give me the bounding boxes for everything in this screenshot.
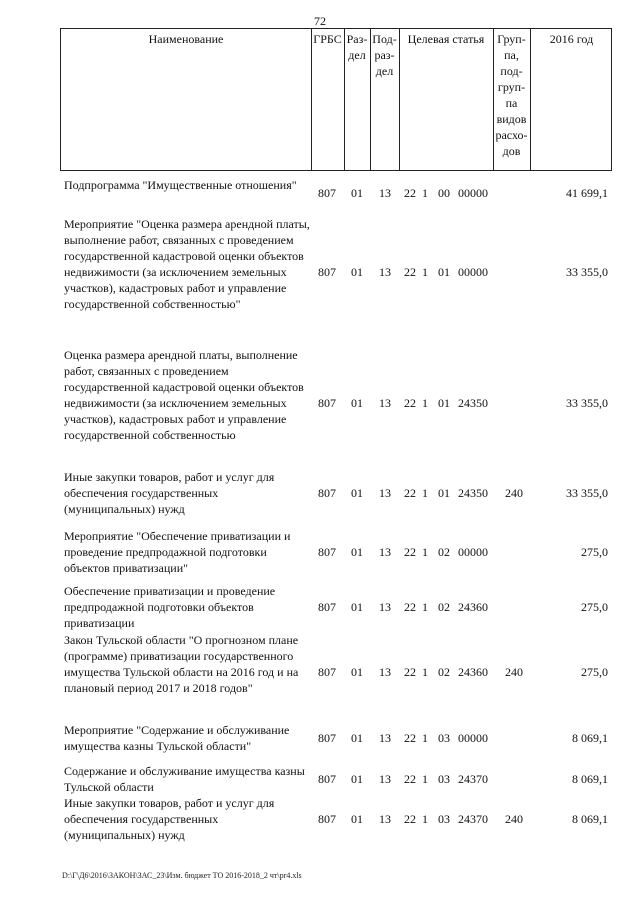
row-podrazdel: 13 [379,486,391,500]
row-target-program: 22 [404,731,416,745]
header-podrazdel: Под- раз- дел [372,32,397,78]
row-target-direction: 24350 [458,486,488,500]
row-razdel: 01 [351,545,363,559]
row-target-subprogram: 1 [422,772,428,786]
row-name: Подпрограмма "Имущественные отношения" [64,178,297,192]
row-razdel: 01 [351,600,363,614]
row-grbs: 807 [318,731,336,745]
row-razdel: 01 [351,772,363,786]
row-target-program: 22 [404,600,416,614]
row-podrazdel: 13 [379,545,391,559]
row-amount: 275,0 [581,600,608,614]
row-name: Иные закупки товаров, работ и услуг для обеспечения государственных (муниципальных) нужд [64,470,275,516]
row-target-subprogram: 1 [422,486,428,500]
column-divider [530,29,531,170]
row-target-direction: 24350 [458,396,488,410]
row-amount: 275,0 [581,665,608,679]
row-razdel: 01 [351,396,363,410]
row-amount: 275,0 [581,545,608,559]
row-target-event: 00 [438,186,450,200]
row-target-event: 03 [438,812,450,826]
row-target-event: 03 [438,731,450,745]
row-target-subprogram: 1 [422,396,428,410]
row-target-event: 03 [438,772,450,786]
row-razdel: 01 [351,812,363,826]
row-target-subprogram: 1 [422,265,428,279]
row-target-direction: 00000 [458,545,488,559]
header-name: Наименование [148,32,224,46]
row-target-event: 02 [438,600,450,614]
row-name: Закон Тульской области "О прогнозном плане (программе) приватизации государственного имущества Тульской области на 2016 год и на плановый период 2017 и 2018 годов" [64,633,299,695]
row-razdel: 01 [351,186,363,200]
row-group: 240 [505,812,523,826]
row-target-program: 22 [404,812,416,826]
row-name: Обеспечение приватизации и проведение предпродажной подготовки объектов приватизации [64,584,276,630]
row-group: 240 [505,486,523,500]
row-target-program: 22 [404,186,416,200]
row-target-subprogram: 1 [422,731,428,745]
row-razdel: 01 [351,265,363,279]
row-grbs: 807 [318,265,336,279]
header-group: Груп- па, под- груп- па видов расхо- дов [495,32,528,158]
row-target-program: 22 [404,772,416,786]
row-name: Оценка размера арендной платы, выполнение работ, связанных с проведением государственной кадастровой оценки объектов недвижимости (за исключением земельных участков), кадастровых работ и управление государственной собственностью [64,348,304,442]
row-target-program: 22 [404,665,416,679]
row-target-direction: 00000 [458,186,488,200]
row-podrazdel: 13 [379,812,391,826]
row-grbs: 807 [318,186,336,200]
row-target-subprogram: 1 [422,812,428,826]
row-razdel: 01 [351,486,363,500]
row-target-direction: 24370 [458,812,488,826]
row-razdel: 01 [351,731,363,745]
row-grbs: 807 [318,396,336,410]
row-group: 240 [505,665,523,679]
row-podrazdel: 13 [379,396,391,410]
page-number: 72 [314,14,326,28]
row-amount: 41 699,1 [566,186,608,200]
row-amount: 33 355,0 [566,265,608,279]
row-target-event: 01 [438,265,450,279]
row-target-direction: 24360 [458,600,488,614]
row-name: Мероприятие "Обеспечение приватизации и проведение предпродажной подготовки объектов приватизации" [64,529,291,575]
row-grbs: 807 [318,812,336,826]
row-target-subprogram: 1 [422,665,428,679]
table-header [60,28,612,171]
row-target-subprogram: 1 [422,186,428,200]
header-grbs: ГРБС [313,32,342,46]
header-year: 2016 год [549,32,594,46]
row-name: Иные закупки товаров, работ и услуг для обеспечения государственных (муниципальных) нужд [64,796,275,842]
row-amount: 8 069,1 [572,731,608,745]
row-name: Мероприятие "Оценка размера арендной платы, выполнение работ, связанных с проведением государственной кадастровой оценки объектов недвижимости (за исключением земельных участков), кадастровых работ и управление государственной собственностью" [64,217,310,311]
row-target-subprogram: 1 [422,600,428,614]
row-grbs: 807 [318,545,336,559]
row-podrazdel: 13 [379,186,391,200]
row-grbs: 807 [318,600,336,614]
row-target-event: 01 [438,486,450,500]
row-podrazdel: 13 [379,265,391,279]
column-divider [399,29,400,170]
header-razdel: Раз- дел [346,32,368,62]
row-target-direction: 24360 [458,665,488,679]
row-name: Мероприятие "Содержание и обслуживание имущества казны Тульской области" [64,723,290,753]
row-amount: 33 355,0 [566,486,608,500]
row-target-subprogram: 1 [422,545,428,559]
row-target-program: 22 [404,396,416,410]
file-path-footer: D:\Г\Д6\2016\ЗАКОН\ЗАС_23\Изм. бюджет ТО 2016-2018_2 чт\pr4.xls [62,871,302,880]
row-amount: 8 069,1 [572,772,608,786]
row-grbs: 807 [318,665,336,679]
row-podrazdel: 13 [379,731,391,745]
row-razdel: 01 [351,665,363,679]
row-podrazdel: 13 [379,772,391,786]
row-target-program: 22 [404,545,416,559]
row-target-program: 22 [404,265,416,279]
column-divider [311,29,312,170]
row-podrazdel: 13 [379,665,391,679]
row-target-event: 02 [438,545,450,559]
row-target-event: 02 [438,665,450,679]
row-amount: 8 069,1 [572,812,608,826]
row-name: Содержание и обслуживание имущества казны Тульской области [64,764,305,794]
row-podrazdel: 13 [379,600,391,614]
row-grbs: 807 [318,772,336,786]
row-target-event: 01 [438,396,450,410]
row-target-direction: 00000 [458,731,488,745]
header-target: Целевая статья [407,32,485,46]
row-target-program: 22 [404,486,416,500]
row-amount: 33 355,0 [566,396,608,410]
row-grbs: 807 [318,486,336,500]
row-target-direction: 00000 [458,265,488,279]
row-target-direction: 24370 [458,772,488,786]
